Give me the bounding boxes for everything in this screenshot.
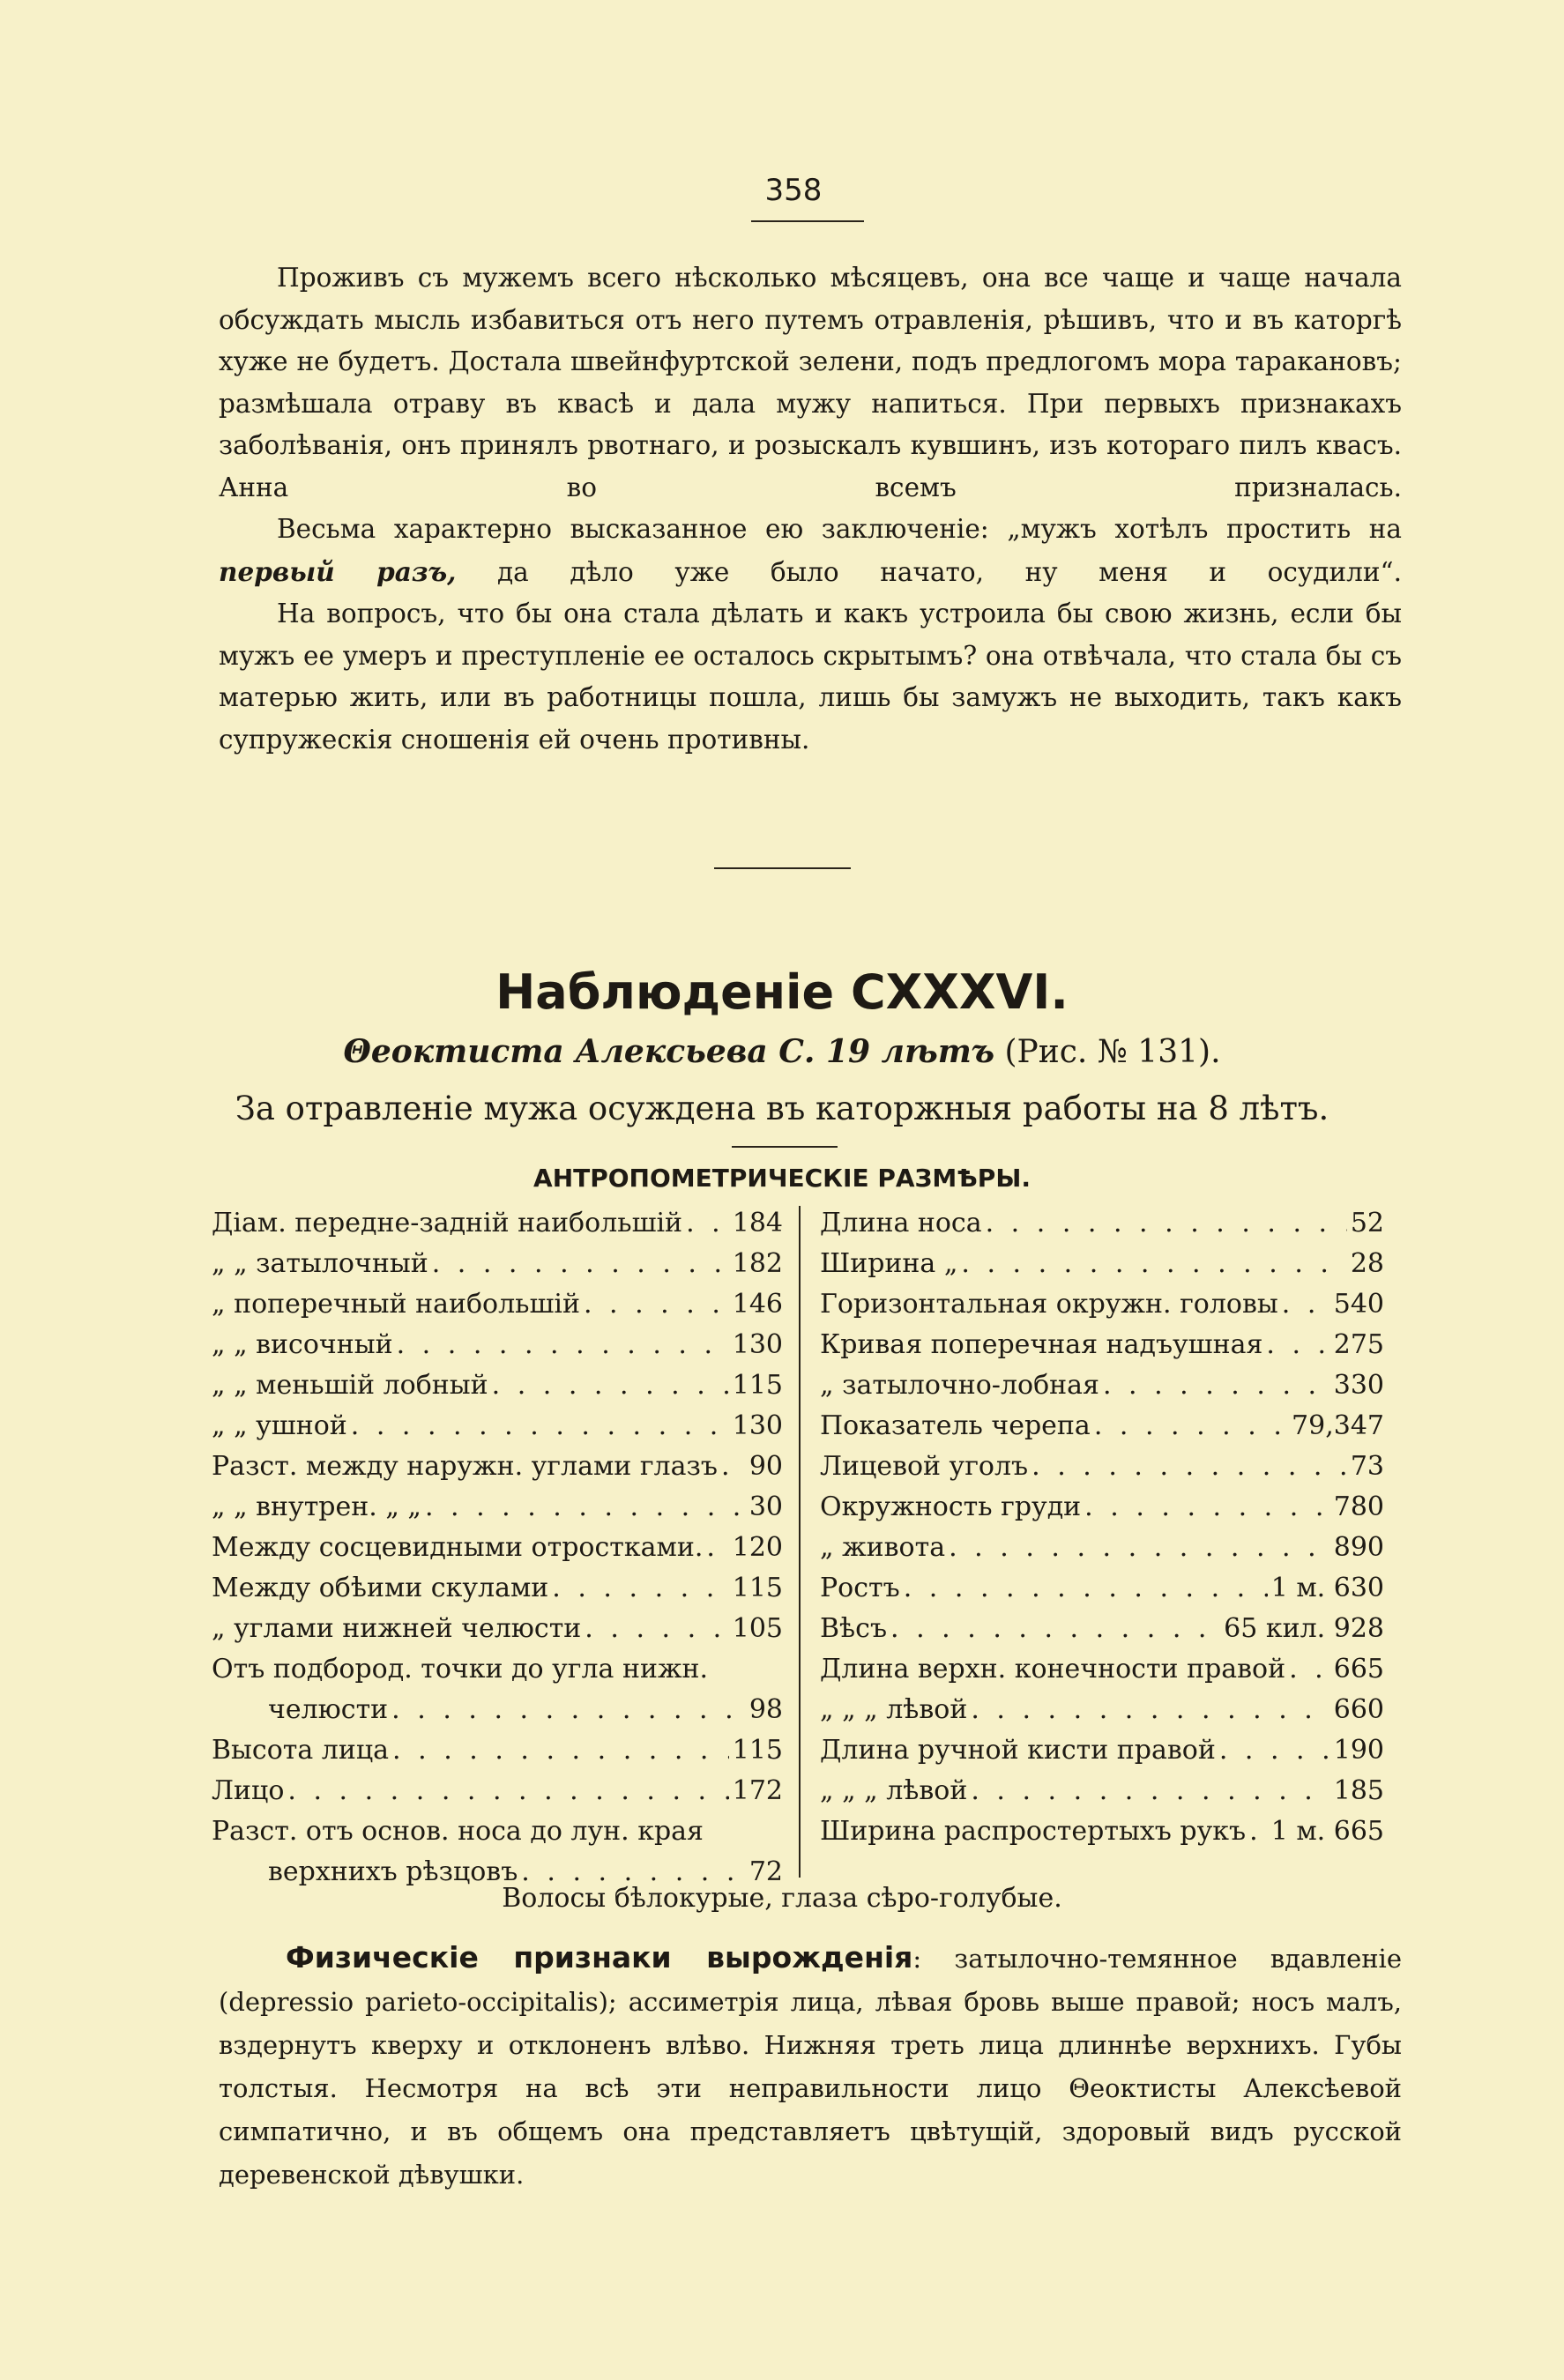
paragraph-question: На вопросъ, что бы она стала дѣлать и какъ устроила бы свою жизнь, если бы мужъ ее умеръ и преступленіе ее осталось скрытымъ? она отвѣчала, что стала бы съ матерью жить, или въ работницы пошла, лишь бы замужъ не выходить, такъ какъ супружескія сношенія ей очень противны. (219, 599, 1402, 755)
sentence-line: За отравленіе мужа осуждена въ каторжныя работы на 8 лѣтъ. (235, 1090, 1329, 1127)
left-measurements (212, 1203, 783, 1893)
measurement-value: 79,347 (1292, 1410, 1384, 1441)
measurement-value: 130 (732, 1410, 783, 1441)
dot-leader (1289, 1649, 1330, 1690)
measurement-label: Длина носа (820, 1208, 982, 1238)
dot-leader (1094, 1406, 1288, 1447)
right-measurements (820, 1203, 1384, 1852)
conclusion-emphasis: первый разъ, (219, 555, 457, 587)
left_measurements-row (212, 1284, 783, 1325)
degeneration-text: : затылочно-темянное вдавленіе (depressio parieto-occipitalis); ассиметрія лица, лѣвая бровь выше правой; носъ малъ, вздернутъ кверху и отклоненъ влѣво. Нижняя треть лица длиннѣе верхнихъ. Губы толстыя. Несмотря на всѣ эти неправильности лицо Θеоктисты Алексѣевой симпатично, и въ общемъ она представляетъ цвѣтущій, здоровый видъ русской деревенской дѣвушки. (219, 1944, 1402, 2190)
measurement-label: Діам. передне-задній наибольшій (212, 1208, 683, 1238)
left_measurements-row (212, 1771, 783, 1811)
dot-leader (584, 1284, 729, 1325)
right_measurements-row (820, 1730, 1384, 1771)
dot-leader (585, 1609, 728, 1649)
measurement-label: „ поперечный наибольшій (212, 1289, 580, 1320)
measurement-value: 275 (1333, 1329, 1384, 1360)
measurement-value: 780 (1333, 1491, 1384, 1522)
left_measurements-row (212, 1406, 783, 1447)
measurement-label: Лицевой уголъ (820, 1451, 1029, 1482)
measurement-value: 185 (1333, 1775, 1384, 1806)
dot-leader (971, 1690, 1329, 1730)
measurement-label: „ „ „ лѣвой (820, 1694, 968, 1725)
dot-leader (351, 1406, 729, 1447)
measurement-label: Вѣсъ (820, 1613, 888, 1644)
header-rule (751, 220, 864, 222)
degeneration-lead: Физическіе признаки вырожденія (286, 1940, 913, 1975)
measurement-label: „ углами нижней челюсти (212, 1613, 582, 1644)
left_measurements-row (212, 1568, 783, 1609)
dot-leader (432, 1244, 729, 1284)
dot-leader (890, 1609, 1220, 1649)
dot-leader (961, 1244, 1346, 1284)
measurement-value: 115 (732, 1735, 783, 1766)
measurement-label: Отъ подбород. точки до угла нижн. (212, 1654, 709, 1685)
measurement-label: Горизонтальная окружн. головы (820, 1289, 1278, 1320)
dot-leader (986, 1203, 1347, 1244)
dot-leader (425, 1487, 746, 1528)
measurement-value: 172 (732, 1775, 783, 1806)
measurement-label: „ „ ушной (212, 1410, 347, 1441)
measurement-label: Длина ручной кисти правой (820, 1735, 1216, 1766)
dot-leader (1103, 1365, 1330, 1406)
dot-leader (1266, 1325, 1329, 1365)
subject-line (0, 1033, 1564, 1070)
left_measurements-row (212, 1487, 783, 1528)
right_measurements-row (820, 1325, 1384, 1365)
measurement-label: „ „ меньшій лобный (212, 1370, 488, 1401)
right_measurements-row (820, 1365, 1384, 1406)
dot-leader (391, 1690, 746, 1730)
measurement-value: 330 (1333, 1370, 1384, 1401)
right_measurements-row (820, 1649, 1384, 1690)
measurement-label: Высота лица (212, 1735, 390, 1766)
measurement-label: Разст. между наружн. углами глазъ (212, 1451, 718, 1482)
measurement-label: „ „ височный (212, 1329, 393, 1360)
left_measurements-row (212, 1528, 783, 1568)
dot-leader (1219, 1730, 1330, 1771)
measurement-label: Между обѣими скулами (212, 1573, 549, 1603)
measurement-value: 190 (1333, 1735, 1384, 1766)
dot-leader (287, 1771, 728, 1811)
dot-leader (904, 1568, 1268, 1609)
dot-leader (1249, 1811, 1268, 1852)
dot-leader (1282, 1284, 1330, 1325)
right_measurements-row (820, 1609, 1384, 1649)
measurement-value: 130 (732, 1329, 783, 1360)
measurement-value: 1 м. 630 (1270, 1573, 1384, 1603)
measurement-value: 184 (732, 1208, 783, 1238)
measurement-value: 540 (1333, 1289, 1384, 1320)
measurement-value: 115 (732, 1370, 783, 1401)
measurement-value: 146 (732, 1289, 783, 1320)
measurement-value: 115 (732, 1573, 783, 1603)
left_measurements-row (212, 1447, 783, 1487)
measurement-label: „ живота (820, 1532, 946, 1563)
measurement-label: „ „ внутрен. „ „ (212, 1491, 421, 1522)
dot-leader (949, 1528, 1330, 1568)
measurement-value: 660 (1333, 1694, 1384, 1725)
measurement-label: Разст. отъ основ. носа до лун. края (212, 1816, 704, 1847)
dot-leader (392, 1730, 729, 1771)
left_measurements-row (212, 1325, 783, 1365)
left_measurements-row (212, 1203, 783, 1244)
measurement-value: 105 (732, 1613, 783, 1644)
right_measurements-row (820, 1811, 1384, 1852)
left_measurements-row (212, 1730, 783, 1771)
measurement-continuation (212, 1690, 783, 1730)
conclusion-text-before: Весьма характерно высказанное ею заключеніе: „мужъ хотѣлъ простить на (277, 514, 1402, 544)
dot-leader (686, 1203, 729, 1244)
dot-leader (552, 1568, 728, 1609)
measurement-label: Длина верхн. конечности правой (820, 1654, 1286, 1685)
conclusion-text-after: да дѣло уже было начато, ну меня и осудили“. (497, 556, 1402, 587)
measurement-label: Между сосцевидными отростками. (212, 1532, 704, 1563)
measurement-value: 52 (1350, 1208, 1384, 1238)
paragraph-conclusion (219, 509, 1402, 593)
measurement-label: „ затылочно-лобная (820, 1370, 1099, 1401)
measurement-label: „ „ затылочный (212, 1248, 428, 1279)
right_measurements-row (820, 1690, 1384, 1730)
dot-leader (721, 1447, 746, 1487)
right_measurements-row (820, 1568, 1384, 1609)
observation-heading: Наблюденіе CXXXVI. (495, 964, 1069, 1020)
measurement-value: 28 (1350, 1248, 1384, 1279)
right_measurements-row (820, 1284, 1384, 1325)
paragraph-poisoning: Проживъ съ мужемъ всего нѣсколько мѣсяцевъ, она все чаще и чаще начала обсуждать мысль избавиться отъ него путемъ отравленія, рѣшивъ, что и въ каторгѣ хуже не будетъ. Достала швейнфуртской зелени, подъ предлогомъ мора таракановъ; размѣшала отраву въ квасѣ и дала мужу напиться. При первыхъ признакахъ заболѣванія, онъ принялъ рвотнаго, и розыскалъ кувшинъ, изъ котораго пилъ квасъ. Анна во всемъ призналась. (219, 263, 1402, 502)
measurement-label: Показатель черепа (820, 1410, 1091, 1441)
measurement-label-continued: верхнихъ рѣзцовъ (268, 1856, 518, 1887)
subject-figure-ref: (Рис. № 131). (1004, 1034, 1221, 1070)
measurement-label: Ростъ (820, 1573, 900, 1603)
dot-leader (492, 1365, 729, 1406)
measurement-value: 890 (1333, 1532, 1384, 1563)
measurement-value: 98 (748, 1694, 783, 1725)
measurement-label: Окружность груди (820, 1491, 1082, 1522)
right_measurements-row (820, 1447, 1384, 1487)
measurement-value: 30 (748, 1491, 783, 1522)
sentence-rule (732, 1146, 838, 1148)
left_measurements-row (212, 1244, 783, 1284)
left_measurements-row (212, 1811, 783, 1893)
dot-leader (706, 1528, 728, 1568)
measurement-value: 73 (1350, 1451, 1384, 1482)
dot-leader (1031, 1447, 1347, 1487)
measurement-value: 1 м. 665 (1270, 1816, 1384, 1847)
measurement-value: 665 (1333, 1654, 1384, 1685)
dot-leader (971, 1771, 1329, 1811)
right_measurements-row (820, 1487, 1384, 1528)
measurement-label: Ширина распростертыхъ рукъ (820, 1816, 1247, 1847)
measurement-value: 120 (732, 1532, 783, 1563)
measurement-label: Ширина „ (820, 1248, 958, 1279)
page-number: 358 (764, 173, 823, 208)
right_measurements-row (820, 1203, 1384, 1244)
dot-leader (1084, 1487, 1330, 1528)
measurement-value: 65 кил. 928 (1224, 1613, 1384, 1644)
left_measurements-row (212, 1609, 783, 1649)
left_measurements-row (212, 1649, 783, 1730)
measurement-label: „ „ „ лѣвой (820, 1775, 968, 1806)
measurement-label: Лицо (212, 1775, 285, 1806)
measurement-value: 90 (748, 1451, 783, 1482)
case-narrative (219, 257, 1402, 761)
measurement-value: 182 (732, 1248, 783, 1279)
degeneration-paragraph (219, 1936, 1402, 2197)
measurement-value: 72 (748, 1856, 783, 1887)
left_measurements-row (212, 1365, 783, 1406)
column-divider (799, 1206, 801, 1878)
section-divider (714, 867, 851, 869)
measurement-label: Кривая поперечная надъушная (820, 1329, 1263, 1360)
measurement-label-continued: челюсти (268, 1694, 389, 1725)
right_measurements-row (820, 1406, 1384, 1447)
right_measurements-row (820, 1528, 1384, 1568)
right_measurements-row (820, 1244, 1384, 1284)
subject-name: Θеоктиста Алексьева С. 19 лѣтъ (343, 1033, 995, 1070)
right_measurements-row (820, 1771, 1384, 1811)
measurements-title: АНТРОПОМЕТРИЧЕСКІЕ РАЗМѢРЫ. (533, 1164, 1031, 1193)
hair-eyes-line: Волосы бѣлокурые, глаза сѣро-голубые. (502, 1883, 1062, 1914)
dot-leader (397, 1325, 729, 1365)
